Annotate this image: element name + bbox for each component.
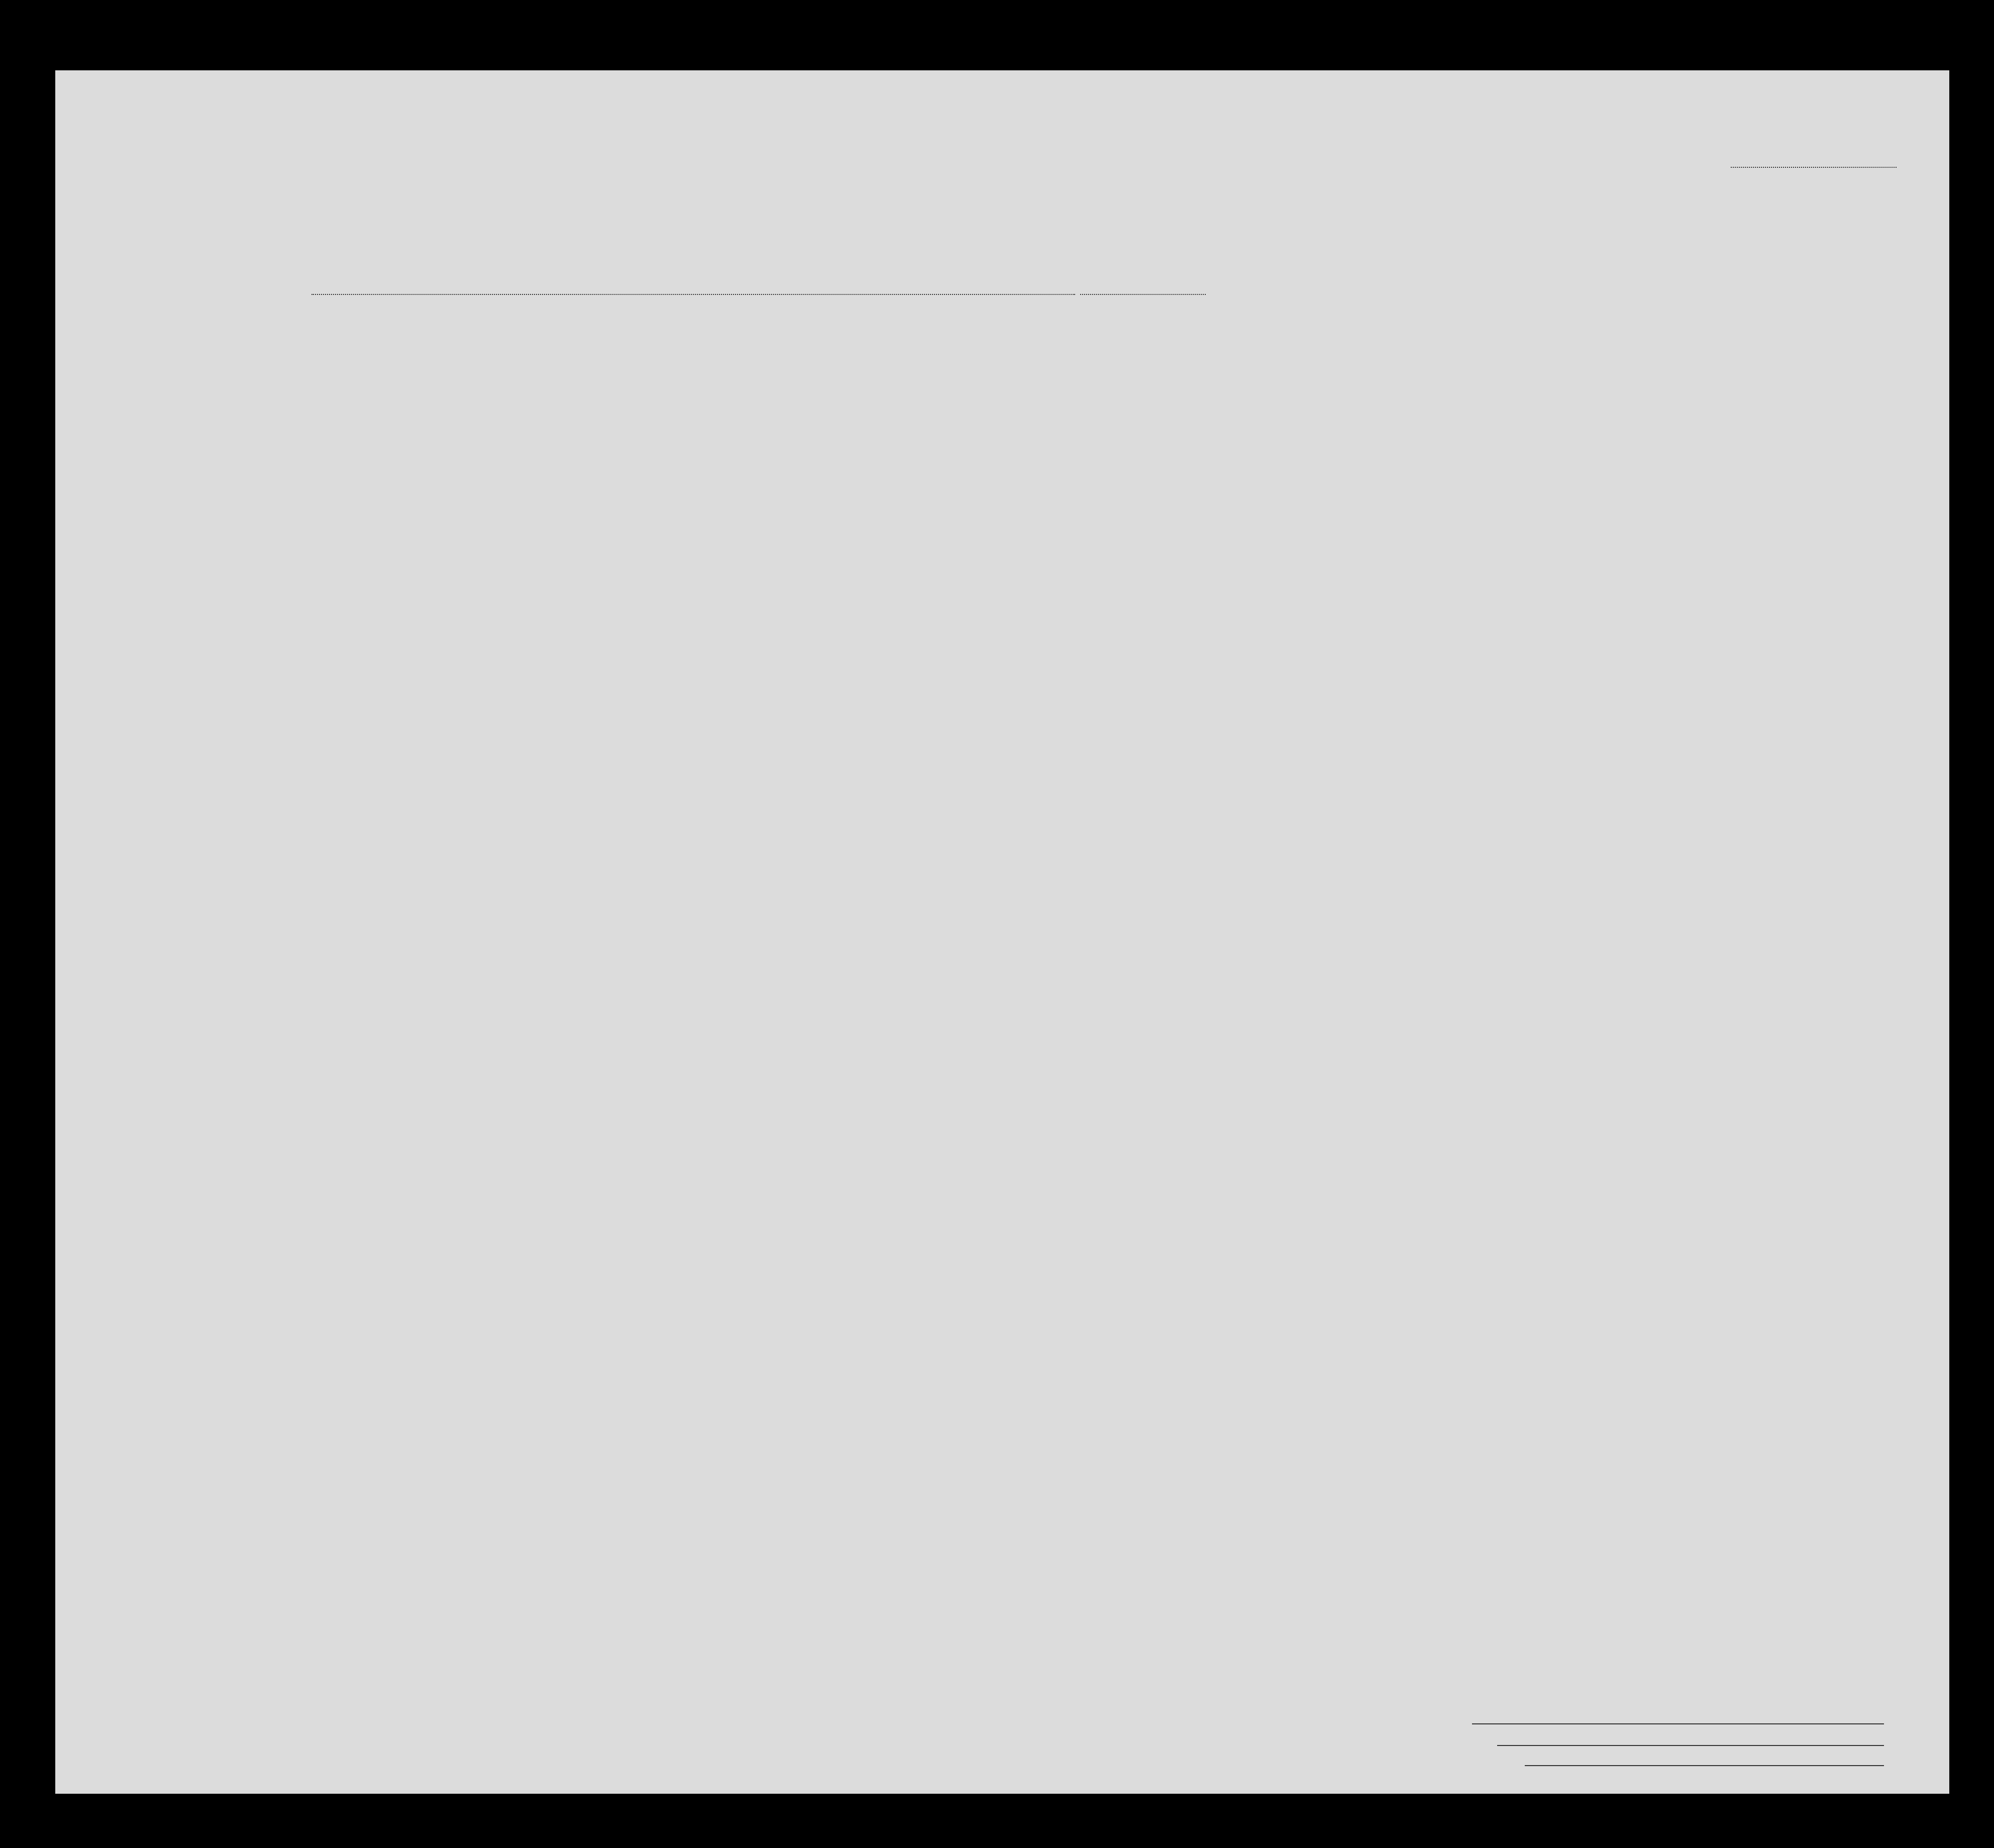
table-grid — [55, 70, 1949, 1794]
owners-underline — [1497, 1745, 1884, 1746]
agents-underline — [1525, 1765, 1884, 1766]
manifest-sheet — [55, 70, 1949, 1794]
line-underline — [1472, 1723, 1884, 1724]
